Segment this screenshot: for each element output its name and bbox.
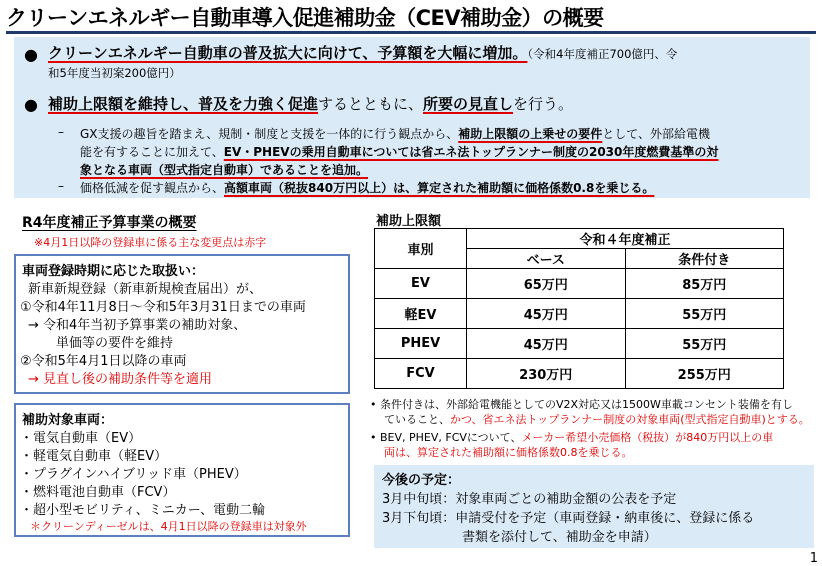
schedule-line: 3月下旬頃：申請受付を予定（車両登録・納車後に、登録に係る bbox=[382, 511, 755, 526]
table-header: 令和４年度補正 bbox=[467, 229, 784, 249]
note-condition-line-2: ていること、かつ、省エネ法トップランナー制度の対象車両(型式指定自動車)とする。 bbox=[384, 413, 810, 426]
detail-2: 価格低減を促す観点から、高額車両（税抜840万円以上）は、算定された補助額に価格係数0.8を乗じる。 bbox=[80, 181, 655, 195]
table-cell: EV bbox=[375, 269, 467, 299]
table-row bbox=[375, 299, 784, 329]
detail-1-line-2: 能を有することに加えて、EV・PHEVの乗用自動車については省エネ法トップランナー制度の2030年度燃費基準の対 bbox=[80, 145, 719, 159]
table-cell: 255万円 bbox=[625, 359, 784, 389]
schedule-line: 書類を添付して、補助金を申請） bbox=[462, 530, 657, 545]
table-row bbox=[375, 269, 784, 299]
registration-line-red: → 見直し後の補助条件等を適用 bbox=[28, 372, 213, 387]
registration-line: 新車新規登録（新車新規検査届出）が、 bbox=[28, 282, 263, 297]
title-underline bbox=[6, 31, 816, 34]
bullet-dot-icon: ● bbox=[24, 45, 38, 64]
dash-icon: – bbox=[58, 125, 64, 139]
note-condition-line-1: • 条件付きは、外部給電機能としてのV2X対応又は1500W車載コンセント装備を有し bbox=[370, 398, 793, 411]
table-cell: PHEV bbox=[375, 329, 467, 359]
eligible-item: ・電気自動車（EV） bbox=[20, 431, 142, 446]
summary-point-2: 補助上限額を維持し、普及を力強く促進するとともに、所要の見直しを行う。 bbox=[48, 95, 574, 113]
detail-1-line-3: 象となる車両（型式指定自動車）であることを追加。 bbox=[80, 163, 369, 177]
table-cell: 230万円 bbox=[467, 359, 626, 389]
table-header: 車別 bbox=[375, 229, 467, 269]
table-cell: FCV bbox=[375, 359, 467, 389]
left-section-heading: R4年度補正予算事業の概要 bbox=[22, 215, 197, 231]
change-note: ※4月1日以降の登録車に係る主な変更点は赤字 bbox=[34, 236, 267, 249]
eligible-item: ・超小型モビリティ、ミニカー、電動二輪 bbox=[20, 503, 266, 518]
summary-point-1: クリーンエネルギー自動車の普及拡大に向けて、予算額を大幅に増加。（令和4年度補正700億円、令 bbox=[48, 44, 678, 62]
schedule-line: 3月中旬頃：対象車両ごとの補助金額の公表を予定 bbox=[382, 492, 677, 507]
table-header: 条件付き bbox=[625, 249, 784, 269]
detail-1-line-1: GX支援の趣旨を踏まえ、規制・制度と支援を一体的に行う観点から、補助上限額の上乗せの要件として、外部給電機 bbox=[80, 127, 711, 141]
table-cell: 55万円 bbox=[625, 299, 784, 329]
table-cell: 85万円 bbox=[625, 269, 784, 299]
eligible-item: ・軽電気自動車（軽EV） bbox=[20, 449, 168, 464]
page-number: 1 bbox=[809, 551, 818, 566]
bullet-dot-icon: ● bbox=[24, 95, 38, 114]
registration-title: 車両登録時期に応じた取扱い： bbox=[22, 264, 205, 279]
eligible-item: ・プラグインハイブリッド車（PHEV） bbox=[20, 467, 247, 482]
schedule-panel bbox=[374, 465, 814, 548]
registration-line: → 令和4年当初予算事業の補助対象、 bbox=[28, 318, 247, 333]
table-row bbox=[375, 329, 784, 359]
eligible-item: ・燃料電池自動車（FCV） bbox=[20, 485, 176, 500]
subsidy-limit-table bbox=[374, 228, 784, 389]
table-cell: 65万円 bbox=[467, 269, 626, 299]
table-header: ベース bbox=[467, 249, 626, 269]
right-section-heading: 補助上限額 bbox=[376, 214, 442, 229]
registration-line: ①令和4年11月8日～令和5年3月31日までの車両 bbox=[20, 300, 306, 315]
table-cell: 55万円 bbox=[625, 329, 784, 359]
table-cell: 45万円 bbox=[467, 299, 626, 329]
eligible-vehicles-box bbox=[14, 403, 350, 537]
registration-box bbox=[14, 254, 350, 394]
summary-point-1-cont: 和5年度当初案200億円） bbox=[48, 66, 181, 80]
note-price-line-1: • BEV, PHEV, FCVについて、メーカー希望小売価格（税抜）が840万円以上の車 bbox=[370, 431, 774, 444]
schedule-title: 今後の予定： bbox=[382, 473, 461, 488]
table-row bbox=[375, 359, 784, 389]
dash-icon: – bbox=[58, 179, 64, 193]
summary-panel bbox=[14, 37, 810, 198]
registration-line: ②令和5年4月1日以降の車両 bbox=[20, 354, 187, 369]
note-price-line-2: 両は、算定された補助額に価格係数0.8を乗じる。 bbox=[384, 446, 633, 459]
table-cell: 軽EV bbox=[375, 299, 467, 329]
page-title: クリーンエネルギー自動車導入促進補助金（CEV補助金）の概要 bbox=[6, 6, 604, 30]
registration-line: 単価等の要件を維持 bbox=[56, 336, 174, 351]
eligible-title: 補助対象車両： bbox=[22, 413, 114, 428]
table-cell: 45万円 bbox=[467, 329, 626, 359]
eligible-note: ＊クリーンディーゼルは、4月1日以降の登録車は対象外 bbox=[30, 520, 307, 533]
